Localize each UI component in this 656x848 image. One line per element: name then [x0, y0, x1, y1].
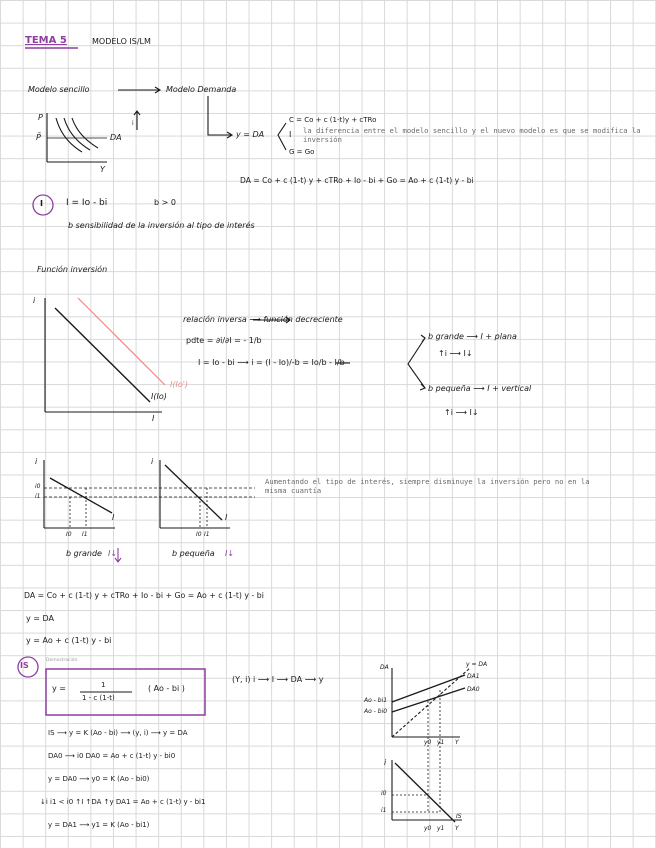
fi-b-pequena: b pequeña ⟶ I + vertical [428, 384, 532, 393]
fi-b-grande: b grande ⟶ I + plana [428, 332, 517, 341]
sencillo-curve [56, 118, 82, 152]
modelo-title: MODELO IS/LM [92, 37, 151, 46]
mini2-axis-i: i [151, 457, 154, 466]
inversion-number: I [40, 199, 43, 208]
fi-axis-i: i [33, 296, 36, 305]
mini1-I1: I1 [82, 531, 88, 538]
is-step-2: DA0 ⟶ i0 DA0 = Ao + c (1-t) y - bi0 [48, 752, 176, 760]
g2-ao-bi0: Ao - bi0 [364, 708, 388, 715]
mini2-I0: I0 [196, 531, 202, 538]
da-line-1: DA = Co + c (1-t) y + cTRo + Io - bi + Go = Ao + c (1-t) y - bi [24, 591, 264, 600]
g3-axis-i: i [384, 758, 387, 767]
difference-note: la diferencia entre el modelo sencillo y el nuevo modelo es que se modifica la inversión [303, 126, 641, 144]
arrow-demanda [208, 96, 232, 135]
g2-da1: DA1 [467, 673, 480, 680]
fi-title: Función inversión [37, 265, 108, 274]
g3-y0: y0 [424, 825, 432, 832]
is-step-3: y = DA0 ⟶ y0 = K (Ao - bi0) [48, 775, 150, 783]
fi-derivation: I = Io - bi ⟶ i = (I - Io)/-b = Io/b - I/b [198, 358, 345, 367]
mini2-b-pequena: b pequeña [172, 549, 215, 558]
sencillo-curve [64, 118, 90, 150]
is-formula-y: y = [52, 684, 66, 693]
mini1-axis-i: i [35, 457, 38, 466]
fi-b-pequena-effect: ↑i ⟶ I↓ [444, 408, 479, 417]
mini2-curve [165, 465, 222, 520]
fi-label-i0: I(Io) [151, 392, 167, 401]
sencillo-curve [72, 118, 98, 148]
da-line-2: y = DA [26, 614, 55, 623]
g2-y-da: y = DA [466, 661, 488, 668]
g2-y: Y [455, 739, 459, 746]
axis-label-da: DA [110, 133, 122, 142]
axis-label-p: P [38, 113, 43, 122]
g2-da0: DA0 [467, 686, 480, 693]
mini1-i1: i1 [35, 493, 41, 500]
mini1-b-grande: b grande [66, 549, 102, 558]
da-equation: DA = Co + c (1-t) y + cTRo + Io - bi + Go = Ao + c (1-t) y - bi [240, 176, 474, 185]
g3-is-curve [395, 763, 455, 822]
is-badge: IS [20, 661, 29, 670]
g3-y: Y [455, 825, 459, 832]
inversion-circle [33, 195, 53, 215]
is-step-1: IS ⟶ y = K (Ao - bi) ⟶ (y, i) ⟶ y = DA [48, 729, 188, 737]
fi-label-i1: I(Io') [170, 380, 189, 389]
mini1-i0: i0 [35, 483, 41, 490]
axis-label-pbar: P̄ [36, 133, 41, 142]
branch-arrows [408, 338, 425, 388]
y-equals-da: y = DA [236, 130, 265, 139]
is-yi: (Y, i) i ⟶ I ⟶ DA ⟶ y [232, 675, 324, 684]
g3-i0: i0 [381, 790, 387, 797]
is-small-note: Demostración [46, 658, 78, 663]
axis-label-i: i [132, 120, 134, 127]
label-modelo-sencillo: Modelo sencillo [28, 85, 90, 94]
is-formula-rest: ( Ao - bi ) [148, 684, 185, 693]
g2-y1: y1 [437, 739, 445, 746]
g2-da1 [392, 675, 465, 702]
g2-45-line [392, 668, 470, 737]
mini1-arrow: I↓ [108, 549, 118, 558]
mini-note: Aumentando el tipo de interés, siempre disminuye la inversión pero no en la misma cuantía [265, 477, 590, 495]
mini1-curve [50, 478, 112, 513]
fi-pdte: pdte = ∂i/∂I = - 1/b [186, 336, 262, 345]
g2-da0 [392, 688, 465, 712]
fi-b-grande-effect: ↑i ⟶ I↓ [438, 349, 473, 358]
axis-label-y: Y [100, 165, 105, 174]
g2-ao-bi1: Ao - bi1 [364, 697, 388, 704]
fi-axis-I: I [152, 414, 155, 423]
label-modelo-demanda: Modelo Demanda [166, 85, 237, 94]
is-formula-den: 1 - c (1-t) [82, 694, 115, 702]
da-line-3: y = Ao + c (1-t) y - bi [26, 636, 112, 645]
fi-curve-i1 [78, 298, 165, 385]
is-formula-num: 1 [101, 681, 106, 689]
fi-relacion: relación inversa ⟶ función decreciente [183, 315, 343, 324]
g3-i1: i1 [381, 807, 387, 814]
mini2-axis-I: I [225, 513, 228, 522]
is-step-5: y = DA1 ⟶ y1 = K (Ao - bi1) [48, 821, 150, 829]
mini2-I1: I1 [204, 531, 210, 538]
tema-label: TEMA 5 [25, 35, 67, 46]
g2-y0: y0 [424, 739, 432, 746]
components-brace [278, 123, 286, 150]
g3-y1: y1 [437, 825, 445, 832]
mini2-arrow: I↓ [225, 549, 235, 558]
g3-is-label: IS [456, 813, 462, 820]
government-eq: G = Go [289, 148, 315, 156]
investment-symbol: I [289, 130, 292, 139]
inversion-condition: b > 0 [154, 198, 176, 207]
b-definition: b sensibilidad de la inversión al tipo de interés [68, 221, 255, 230]
g2-axis-da: DA [380, 664, 389, 671]
consumption-eq: C = Co + c (1-t)y + cTRo [289, 116, 377, 124]
mini1-axis-I: I [112, 513, 115, 522]
mini1-I0: I0 [66, 531, 72, 538]
is-step-4: ↓i i1 < i0 ↑I ↑DA ↑y DA1 = Ao + c (1-t) y - bi1 [40, 798, 206, 806]
inversion-eq: I = Io - bi [66, 198, 108, 208]
